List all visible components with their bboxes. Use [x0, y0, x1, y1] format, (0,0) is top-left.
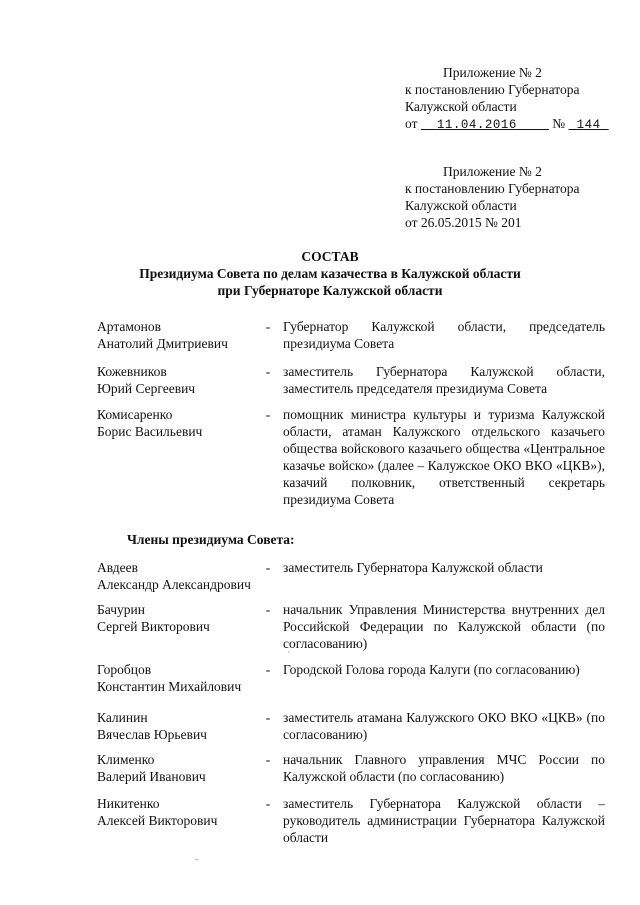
person-surname: Авдеев: [97, 560, 139, 575]
number-prefix: №: [552, 116, 566, 131]
annex-date-value: 11.04.2016: [436, 118, 517, 132]
person-name: [97, 318, 257, 352]
scan-speck: ˉ: [195, 858, 199, 869]
person-position: заместитель Губернатора Калужской области, заместитель председателя президиума Совета: [283, 364, 605, 396]
document-title: [60, 248, 600, 299]
person-given-name: Сергей Викторович: [97, 619, 210, 634]
person-surname: Артамонов: [97, 319, 162, 334]
person-position: Губернатор Калужской области, председатель президиума Совета: [283, 319, 605, 351]
annex-number-value: 144: [576, 118, 601, 132]
annex-number: [569, 118, 609, 132]
person-surname: Горобцов: [97, 662, 152, 677]
person-name: [97, 661, 257, 695]
person-position: помощник министра культуры и туризма Калужской области, атаман Калужского отдельского казачьего общества войскового казачьего общества «Центральное казачье войско» (далее – Калужское ОКО ВКО «ЦКВ»), казачий полковник, ответственный секретарь президиума Совета: [283, 407, 605, 507]
person-position: начальник Главного управления МЧС России по Калужской области (по согласованию): [283, 752, 605, 784]
person-given-name: Константин Михайлович: [97, 679, 242, 694]
title-line1: СОСТАВ: [301, 249, 359, 264]
annex-date: [421, 118, 549, 132]
person-name: [97, 601, 257, 635]
person-given-name: Александр Александрович: [97, 577, 251, 592]
annex-previous-line2: к постановлению Губернатора: [405, 181, 580, 196]
person-name: [97, 406, 257, 440]
person-given-name: Борис Васильевич: [97, 424, 203, 439]
person-surname: Бачурин: [97, 602, 145, 617]
person-given-name: Валерий Иванович: [97, 769, 206, 784]
annex-current-line1: Приложение № 2: [443, 65, 542, 80]
person-name: [97, 795, 257, 829]
annex-previous-line4: от 26.05.2015 № 201: [405, 215, 522, 230]
dash-separator: -: [265, 752, 271, 767]
person-given-name: Анатолий Дмитриевич: [97, 336, 228, 351]
dash-separator: -: [265, 710, 271, 725]
dash-separator: -: [265, 796, 271, 811]
dash-separator: -: [265, 560, 271, 575]
person-position: заместитель атамана Калужского ОКО ВКО «ЦКВ» (по согласованию): [283, 710, 605, 742]
person-name: [97, 709, 257, 743]
date-prefix: от: [405, 116, 418, 131]
annex-current-line3: Калужской области: [405, 99, 517, 114]
person-surname: Кожевников: [97, 364, 167, 379]
person-given-name: Алексей Викторович: [97, 813, 218, 828]
dash-separator: -: [265, 364, 271, 379]
person-surname: Комисаренко: [97, 407, 173, 422]
person-given-name: Вячеслав Юрьевич: [97, 727, 207, 742]
person-given-name: Юрий Сергеевич: [97, 381, 196, 396]
person-position: начальник Управления Министерства внутренних дел Российской Федерации по Калужской области (по согласованию): [283, 602, 605, 651]
person-surname: Никитенко: [97, 796, 160, 811]
dash-separator: -: [265, 319, 271, 334]
title-line2: Президиума Совета по делам казачества в Калужской области: [139, 266, 521, 281]
dash-separator: -: [265, 662, 271, 677]
annex-previous-line1: Приложение № 2: [443, 164, 542, 179]
person-position: заместитель Губернатора Калужской области: [283, 560, 543, 575]
person-name: [97, 559, 257, 593]
person-surname: Клименко: [97, 752, 155, 767]
person-position: заместитель Губернатора Калужской области – руководитель администрации Губернатора Калужской области: [283, 796, 605, 845]
scan-speck: ´: [287, 651, 291, 662]
annex-previous: [405, 163, 615, 231]
annex-current-line2: к постановлению Губернатора: [405, 82, 580, 97]
person-name: [97, 751, 257, 785]
members-heading: Члены президиума Совета:: [127, 532, 295, 547]
annex-previous-line3: Калужской области: [405, 198, 517, 213]
person-surname: Калинин: [97, 710, 148, 725]
dash-separator: -: [265, 602, 271, 617]
person-position: Городской Голова города Калуги (по согласованию): [283, 662, 580, 677]
annex-current: [405, 64, 615, 134]
person-name: [97, 363, 257, 397]
dash-separator: -: [265, 407, 271, 422]
title-line3: при Губернаторе Калужской области: [217, 283, 443, 298]
annex-current-date-line: [405, 115, 615, 134]
